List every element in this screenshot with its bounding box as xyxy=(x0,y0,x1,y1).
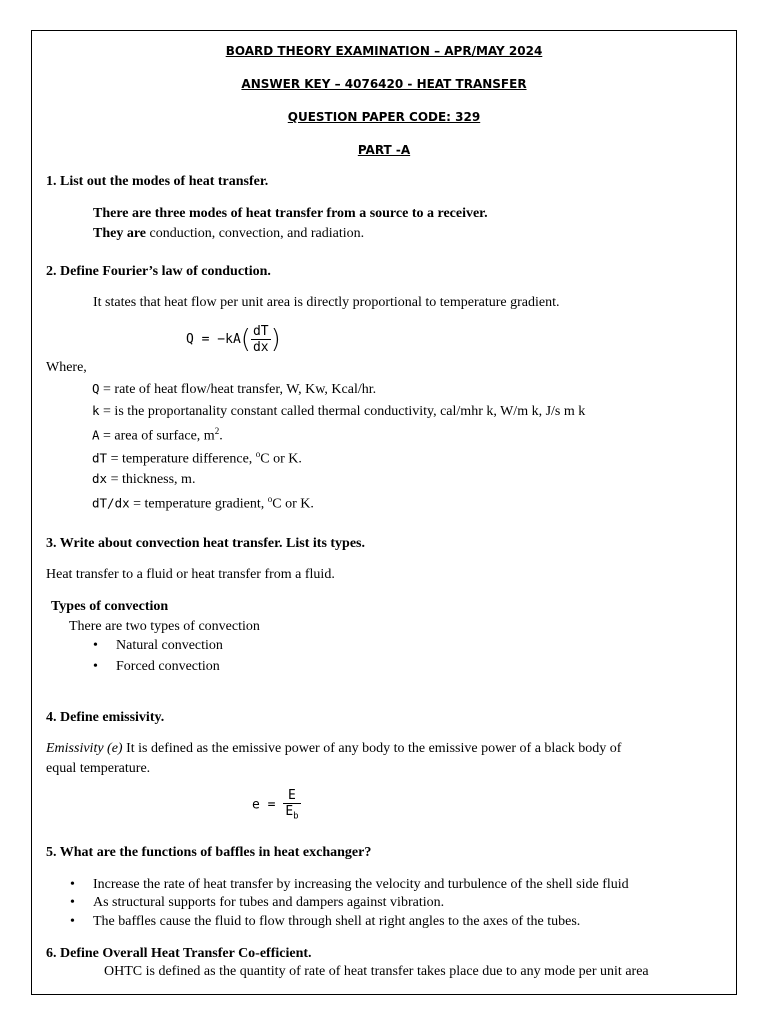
question-4: 4. Define emissivity. xyxy=(46,710,165,725)
symbol-a: A xyxy=(92,427,100,443)
definition-gradient xyxy=(92,494,314,513)
baffle-function-text: Increase the rate of heat transfer by increasing the velocity and turbulence of the shell side fluid xyxy=(93,877,629,892)
bullet-icon: • xyxy=(93,638,98,653)
symbol-q: Q xyxy=(92,381,100,396)
bullet-icon: • xyxy=(93,659,98,674)
baffle-function-text: The baffles cause the fluid to flow through shell at right angles to the axes of the tubes. xyxy=(93,914,581,929)
definition-text: = rate of heat flow/heat transfer, W, Kw, Kcal/hr. xyxy=(99,382,377,397)
type-label: Natural convection xyxy=(116,638,223,653)
fourier-equation xyxy=(186,324,281,355)
q1-answer-line1: There are three modes of heat transfer from a source to a receiver. xyxy=(93,206,488,221)
bullet-icon: • xyxy=(70,895,75,910)
superscript: o xyxy=(255,449,261,459)
type-label: Forced convection xyxy=(116,659,220,674)
fourier-numerator: dT xyxy=(252,324,269,339)
definition-text: = temperature difference, xyxy=(107,451,256,467)
q1-modes: conduction, convection, and radiation. xyxy=(146,226,365,241)
emissivity-numerator: E xyxy=(283,788,300,804)
fourier-lhs: Q = −kA xyxy=(186,332,241,347)
q6-definition: OHTC is defined as the quantity of rate of heat transfer takes place due to any mode per unit area xyxy=(104,964,649,979)
baffle-function-1 xyxy=(70,877,629,893)
definition-suffix: . xyxy=(219,428,223,444)
definition-suffix: C or K. xyxy=(260,451,302,467)
q2-statement: It states that heat flow per unit area is directly proportional to temperature gradient. xyxy=(93,295,560,310)
q1-they-are: They are xyxy=(93,226,147,241)
emissivity-fraction xyxy=(283,788,300,822)
fourier-denominator: dx xyxy=(252,340,269,355)
symbol-dx: dx xyxy=(92,471,108,486)
denominator-subscript: b xyxy=(293,811,299,822)
paper-code: QUESTION PAPER CODE: 329 xyxy=(287,110,481,124)
answer-key-title: ANSWER KEY – 4076420 - HEAT TRANSFER xyxy=(241,77,527,91)
emissivity-lhs: e = xyxy=(252,797,276,813)
definition-text: = area of surface, m xyxy=(99,428,215,444)
definition-dt xyxy=(92,449,302,468)
question-1: 1. List out the modes of heat transfer. xyxy=(46,174,269,189)
baffle-function-text: As structural supports for tubes and dampers against vibration. xyxy=(93,895,445,910)
symbol-k: k xyxy=(92,403,100,418)
definition-a xyxy=(92,426,223,445)
type-item-forced xyxy=(93,659,220,675)
definition-text: = thickness, m. xyxy=(107,472,196,487)
fourier-fraction xyxy=(251,324,271,355)
q4-definition-line1 xyxy=(46,741,621,757)
symbol-dt: dT xyxy=(92,450,108,466)
baffle-function-3 xyxy=(70,914,581,930)
definition-dx xyxy=(92,471,195,488)
question-2: 2. Define Fourier’s law of conduction. xyxy=(46,264,271,279)
exam-title: BOARD THEORY EXAMINATION – APR/MAY 2024 xyxy=(225,44,543,58)
bullet-icon: • xyxy=(70,914,75,929)
q4-definition-line2: equal temperature. xyxy=(46,761,151,776)
question-5: 5. What are the functions of baffles in heat exchanger? xyxy=(46,845,372,860)
close-paren: ) xyxy=(270,324,281,355)
open-paren: ( xyxy=(240,324,251,355)
superscript: 2 xyxy=(214,426,220,436)
superscript: o xyxy=(267,494,273,504)
definition-text: = temperature gradient, xyxy=(129,496,268,512)
type-item-natural xyxy=(93,638,223,654)
emissivity-denominator xyxy=(283,804,300,822)
types-heading: Types of convection xyxy=(51,599,169,614)
denominator-base: E xyxy=(285,804,294,819)
baffle-function-2 xyxy=(70,895,445,911)
question-3: 3. Write about convection heat transfer. List its types. xyxy=(46,536,365,551)
where-label: Where, xyxy=(46,360,87,375)
types-intro: There are two types of convection xyxy=(69,619,260,634)
definition-q xyxy=(92,381,376,398)
q3-answer: Heat transfer to a fluid or heat transfer from a fluid. xyxy=(46,567,335,582)
symbol-dt-dx: dT/dx xyxy=(92,495,130,511)
bullet-icon: • xyxy=(70,877,75,892)
definition-text: = is the proportanality constant called thermal conductivity, cal/mhr k, W/m k, J/s m k xyxy=(99,404,586,419)
emissivity-term: Emissivity (e) xyxy=(46,741,123,756)
question-6: 6. Define Overall Heat Transfer Co-efficient. xyxy=(46,946,312,961)
q1-answer-line2 xyxy=(93,226,364,242)
q4-definition-text: It is defined as the emissive power of any body to the emissive power of a black body of xyxy=(122,741,622,756)
part-heading: PART -A xyxy=(357,143,411,157)
emissivity-equation xyxy=(252,788,301,822)
definition-k xyxy=(92,403,585,420)
definition-suffix: C or K. xyxy=(272,496,314,512)
